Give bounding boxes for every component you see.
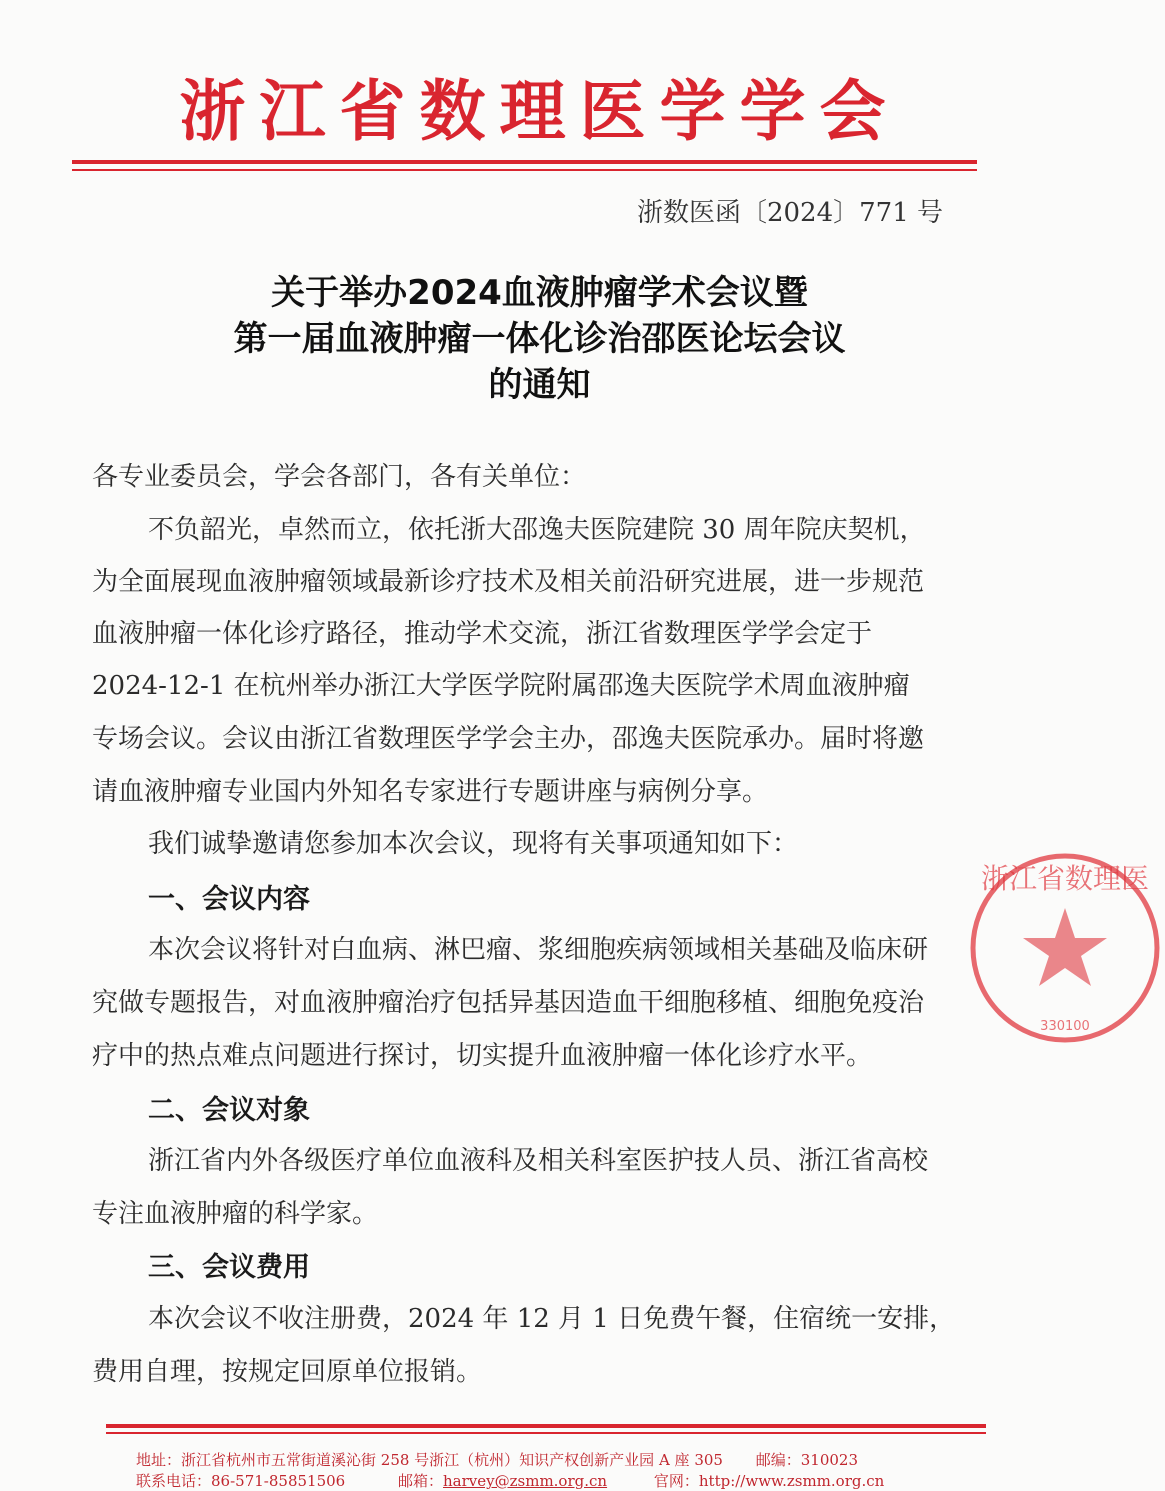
section-heading-fees: 三、会议费用 — [148, 1252, 310, 1283]
postcode-label: 邮编： — [755, 1451, 801, 1469]
intro-line: 不负韶光，卓然而立，依托浙大邵逸夫医院建院 30 周年院庆契机， — [148, 515, 926, 545]
footer-contact-line — [136, 1470, 884, 1491]
section-fees-line: 费用自理，按规定回原单位报销。 — [92, 1357, 483, 1387]
intro-line: 血液肿瘤一体化诊疗路径，推动学术交流，浙江省数理医学学会定于 — [92, 619, 873, 649]
email-link[interactable]: harvey@zsmm.org.cn — [443, 1472, 608, 1490]
letterhead-divider-thick — [72, 160, 977, 164]
phone: 86-571-85851506 — [211, 1472, 346, 1490]
section-fees-line: 本次会议不收注册费，2024 年 12 月 1 日免费午餐，住宿统一安排， — [148, 1304, 956, 1334]
email-label: 邮箱： — [398, 1472, 444, 1490]
address: 浙江省杭州市五常街道溪沁街 258 号浙江（杭州）知识产权创新产业园 A 座 305 — [181, 1451, 723, 1469]
section-content-line: 本次会议将针对白血病、淋巴瘤、浆细胞疾病领域相关基础及临床研 — [148, 935, 929, 965]
intro-line: 专场会议。会议由浙江省数理医学学会主办，邵逸夫医院承办。届时将邀 — [92, 724, 925, 754]
notice-title-line-3: 的通知 — [488, 365, 591, 405]
section-content-line: 究做专题报告，对血液肿瘤治疗包括异基因造血干细胞移植、细胞免疫治 — [92, 988, 925, 1018]
invitation-text: 我们诚挚邀请您参加本次会议，现将有关事项通知如下： — [148, 829, 799, 859]
intro-line: 2024-12-1 在杭州举办浙江大学医学院附属邵逸夫医院学术周血液肿瘤 — [92, 671, 910, 701]
organization-letterhead-title: 浙江省数理医学学会 — [179, 73, 900, 150]
address-label: 地址： — [136, 1451, 182, 1469]
notice-title-line-1: 关于举办2024血液肿瘤学术会议暨 — [271, 273, 808, 313]
section-heading-audience: 二、会议对象 — [148, 1095, 310, 1126]
section-audience-line: 浙江省内外各级医疗单位血液科及相关科室医护技人员、浙江省高校 — [148, 1146, 929, 1176]
phone-label: 联系电话： — [136, 1472, 212, 1490]
notice-title-line-2: 第一届血液肿瘤一体化诊治邵医论坛会议 — [233, 319, 846, 359]
section-heading-content: 一、会议内容 — [148, 884, 310, 915]
intro-line: 请血液肿瘤专业国内外知名专家进行专题讲座与病例分享。 — [92, 777, 769, 807]
website-link[interactable]: http://www.zsmm.org.cn — [698, 1472, 885, 1490]
seal-text: 浙江省数理医 — [980, 862, 1150, 895]
official-seal-stamp — [965, 848, 1165, 1048]
intro-line: 为全面展现血液肿瘤领域最新诊疗技术及相关前沿研究进展，进一步规范 — [92, 567, 925, 597]
footer-divider-thin — [106, 1432, 986, 1434]
footer-divider-thick — [106, 1424, 986, 1428]
salutation: 各专业委员会，学会各部门，各有关单位： — [92, 462, 587, 492]
seal-number: 330100 — [1040, 1019, 1090, 1034]
postcode: 310023 — [800, 1451, 859, 1469]
footer-address-line — [136, 1449, 858, 1470]
section-audience-line: 专注血液肿瘤的科学家。 — [92, 1199, 379, 1229]
document-number: 浙数医函〔2024〕771 号 — [636, 198, 943, 228]
section-content-line: 疗中的热点难点问题进行探讨，切实提升血液肿瘤一体化诊疗水平。 — [92, 1041, 873, 1071]
letterhead-divider-thin — [72, 169, 977, 171]
website-label: 官网： — [653, 1472, 699, 1490]
